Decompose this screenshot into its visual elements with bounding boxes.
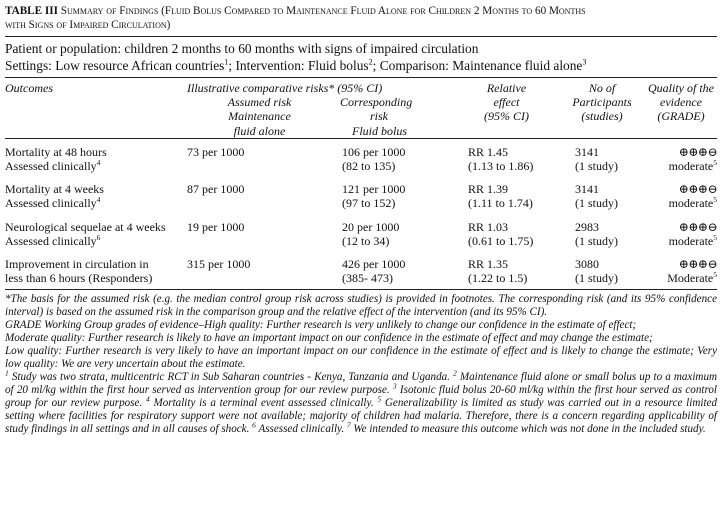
relative-ci: (1.13 to 1.86) bbox=[468, 159, 534, 174]
outcome-sup: 4 bbox=[96, 158, 101, 168]
header-relative-1: Relative bbox=[486, 81, 527, 95]
corresponding-ci: (12 to 34) bbox=[342, 233, 390, 248]
intervention-text: ; Intervention: Fluid bolus bbox=[228, 58, 369, 73]
table-notes bbox=[5, 290, 717, 435]
outcome-name: Mortality at 4 weeks bbox=[5, 182, 104, 197]
table-row bbox=[5, 182, 717, 210]
outcome-assessment: less than 6 hours (Responders) bbox=[5, 271, 153, 286]
fn5-num: 5 bbox=[377, 394, 382, 403]
outcome-name: Improvement in circulation in bbox=[5, 257, 149, 272]
grade-symbols: ⊕⊕⊕⊖ bbox=[678, 182, 717, 197]
table-row bbox=[5, 220, 717, 248]
corresponding-ci: (82 to 135) bbox=[342, 159, 396, 174]
fn5-text: Generalizability is limited as study was carried out in a resource limited setting where facilities for respiratory support were not available; majority of children had malaria. Therefore, there is a concern regarding applicability of study findings in all settings and in all causes of shock. bbox=[5, 396, 717, 435]
header-corresponding-2: risk bbox=[370, 109, 388, 124]
footnotes bbox=[5, 368, 717, 436]
participants-count: 3141 bbox=[575, 144, 599, 159]
corresponding-risk bbox=[332, 257, 454, 285]
relative-value: RR 1.39 bbox=[468, 182, 509, 197]
outcome-cell bbox=[5, 220, 187, 248]
participants-studies: (1 study) bbox=[575, 159, 618, 174]
table-title bbox=[5, 4, 717, 32]
participants bbox=[559, 145, 645, 173]
header-corresponding bbox=[332, 95, 454, 138]
header-assumed bbox=[187, 95, 332, 138]
outcome-name: Neurological sequelae at 4 weeks bbox=[5, 219, 166, 234]
assumed-value: 19 per 1000 bbox=[187, 219, 245, 234]
header-quality bbox=[645, 78, 717, 138]
assumed-value: 73 per 1000 bbox=[187, 144, 245, 159]
grade-sup: 5 bbox=[713, 158, 717, 168]
header-relative-3: (95% CI) bbox=[484, 109, 529, 124]
fn1-num: 1 bbox=[5, 368, 9, 378]
participants bbox=[559, 182, 645, 210]
header-relative-2: effect bbox=[493, 95, 520, 110]
grade-sup: 5 bbox=[713, 195, 717, 205]
participants-count: 3141 bbox=[575, 182, 599, 197]
table-label: TABLE III bbox=[5, 5, 58, 17]
fn3-text: Isotonic fluid bolus 20-60 ml/kg within the first hour served as control group for our review purpose. bbox=[5, 383, 717, 409]
assumed-risk bbox=[187, 145, 332, 173]
relative-ci: (0.61 to 1.75) bbox=[468, 233, 534, 248]
header-participants-3: (studies) bbox=[581, 109, 623, 124]
outcome-cell bbox=[5, 145, 187, 173]
corresponding-value: 106 per 1000 bbox=[342, 144, 406, 159]
assumed-value: 315 per 1000 bbox=[187, 257, 251, 272]
table-row bbox=[5, 257, 717, 285]
grade-cell bbox=[645, 220, 717, 248]
header-assumed-1: Assumed risk bbox=[227, 95, 292, 110]
header-illustrative bbox=[187, 78, 454, 95]
header-corresponding-1: Corresponding bbox=[340, 95, 413, 110]
table-caption-line1: Summary of Findings (Fluid Bolus Compared to Maintenance Fluid Alone for Children 2 Months to 60 Months bbox=[60, 5, 586, 17]
participants-studies: (1 study) bbox=[575, 271, 618, 286]
settings-line bbox=[5, 57, 717, 74]
grade-cell bbox=[645, 145, 717, 173]
participants-count: 2983 bbox=[575, 219, 599, 234]
fn1-text: Study was two strata, multicentric RCT in Sub Saharan countries - Kenya, Tanzania and Uganda. bbox=[8, 370, 454, 383]
grade-symbols: ⊕⊕⊕⊖ bbox=[678, 257, 717, 272]
header-outcomes: Outcomes bbox=[5, 81, 53, 95]
fn2-text: Maintenance fluid alone or small bolus up to a maximum of 20 ml/kg within the first hour served as intervention group for our review purpose. bbox=[5, 370, 717, 396]
grade-text: moderate bbox=[668, 196, 714, 211]
relative-effect bbox=[454, 257, 559, 285]
header-row bbox=[5, 78, 717, 95]
grade-text: moderate bbox=[668, 233, 714, 248]
grade-symbols: ⊕⊕⊕⊖ bbox=[678, 219, 717, 234]
grade-cell bbox=[645, 182, 717, 210]
header-illustrative-label: Illustrative comparative risks* (95% CI) bbox=[187, 81, 383, 95]
header-assumed-2: Maintenance bbox=[228, 109, 291, 124]
note-grade-low: Low quality: Further research is very likely to have an important impact on our confidence in the estimate of effect and is likely to change the estimate; Very low quality: We are very uncertain about the estimate. bbox=[5, 345, 717, 370]
note-basis: *The basis for the assumed risk (e.g. the median control group risk across studies) is provided in footnotes. The corresponding risk (and its 95% confidence interval) is based on the assumed risk in the comparison group and the relative effect of the intervention (and its 95% CI). bbox=[5, 293, 717, 319]
header-corresponding-3: Fluid bolus bbox=[352, 123, 408, 138]
corresponding-risk bbox=[332, 220, 454, 248]
assumed-value: 87 per 1000 bbox=[187, 182, 245, 197]
relative-ci: (1.22 to 1.5) bbox=[468, 271, 528, 286]
outcome-cell bbox=[5, 257, 187, 285]
assumed-risk bbox=[187, 182, 332, 210]
corresponding-ci: (97 to 152) bbox=[342, 196, 396, 211]
table-caption-line2: with Signs of Impaired Circulation) bbox=[5, 19, 171, 31]
outcome-name: Mortality at 48 hours bbox=[5, 144, 107, 159]
fn4-num: 4 bbox=[145, 394, 150, 403]
note-grade-high: GRADE Working Group grades of evidence–High quality: Further research is very unlikely to change our confidence in the estimate of effect; bbox=[5, 319, 637, 332]
grade-cell bbox=[645, 257, 717, 285]
header-assumed-3: fluid alone bbox=[233, 123, 286, 138]
header-participants bbox=[559, 78, 645, 138]
corresponding-value: 20 per 1000 bbox=[342, 219, 400, 234]
population-block bbox=[5, 37, 717, 74]
header-participants-2: Participants bbox=[572, 95, 632, 110]
header-participants-1: No of bbox=[588, 81, 616, 95]
settings-sup: 1 bbox=[224, 57, 229, 67]
corresponding-value: 121 per 1000 bbox=[342, 182, 406, 197]
grade-sup: 5 bbox=[713, 270, 717, 280]
note-grade-moderate: Moderate quality: Further research is likely to have an important impact on our confidence in the estimate of effect and may change the estimate; bbox=[5, 332, 653, 345]
header-quality-1: Quality of the bbox=[648, 81, 714, 95]
fn4-text: Mortality is a terminal event assessed clinically. bbox=[149, 396, 378, 409]
relative-value: RR 1.45 bbox=[468, 144, 509, 159]
participants-studies: (1 study) bbox=[575, 233, 618, 248]
relative-value: RR 1.35 bbox=[468, 257, 509, 272]
fn2-num: 2 bbox=[453, 368, 457, 378]
corresponding-ci: (385- 473) bbox=[342, 271, 393, 286]
findings-table bbox=[5, 78, 717, 289]
header-relative bbox=[454, 78, 559, 138]
grade-symbols: ⊕⊕⊕⊖ bbox=[678, 144, 717, 159]
participants-studies: (1 study) bbox=[575, 196, 618, 211]
participants bbox=[559, 257, 645, 285]
corresponding-risk bbox=[332, 145, 454, 173]
relative-effect bbox=[454, 182, 559, 210]
fn6-text: Assessed clinically. bbox=[255, 422, 347, 435]
comparison-text: ; Comparison: Maintenance fluid alone bbox=[372, 58, 583, 73]
header-quality-2: evidence bbox=[660, 95, 702, 110]
fn6-num: 6 bbox=[252, 419, 256, 429]
grade-text: moderate bbox=[668, 159, 714, 174]
relative-effect bbox=[454, 220, 559, 248]
outcome-sup: 4 bbox=[96, 195, 101, 205]
intervention-sup: 2 bbox=[368, 57, 373, 67]
outcome-assessment: Assessed clinically bbox=[5, 233, 97, 248]
fn7-num: 7 bbox=[346, 419, 351, 429]
outcome-sup: 6 bbox=[96, 232, 101, 242]
outcome-cell bbox=[5, 182, 187, 210]
population-line: Patient or population: children 2 months to 60 months with signs of impaired circulation bbox=[5, 41, 479, 56]
corresponding-value: 426 per 1000 bbox=[342, 257, 406, 272]
relative-ci: (1.11 to 1.74) bbox=[468, 196, 533, 211]
outcome-assessment: Assessed clinically bbox=[5, 159, 97, 174]
relative-value: RR 1.03 bbox=[468, 219, 509, 234]
assumed-risk bbox=[187, 257, 332, 285]
fn7-text: We intended to measure this outcome which was not done in the included study. bbox=[350, 422, 706, 435]
fn3-num: 3 bbox=[392, 381, 397, 391]
participants-count: 3080 bbox=[575, 257, 599, 272]
participants bbox=[559, 220, 645, 248]
comparison-sup: 3 bbox=[582, 57, 587, 67]
grade-sup: 5 bbox=[713, 232, 717, 242]
grade-text: Moderate bbox=[667, 271, 714, 286]
settings-text: Settings: Low resource African countries bbox=[5, 58, 225, 73]
header-quality-3: (GRADE) bbox=[657, 109, 705, 124]
outcome-assessment: Assessed clinically bbox=[5, 196, 97, 211]
assumed-risk bbox=[187, 220, 332, 248]
corresponding-risk bbox=[332, 182, 454, 210]
table-row bbox=[5, 145, 717, 173]
relative-effect bbox=[454, 145, 559, 173]
